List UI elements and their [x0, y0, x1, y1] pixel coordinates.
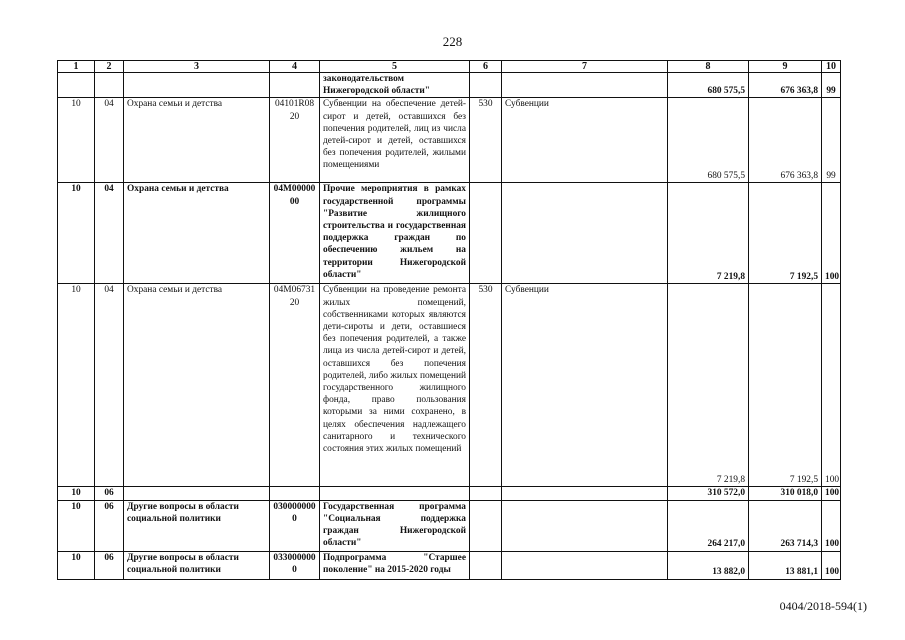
- execution-percent: 100: [822, 284, 841, 487]
- executed-amount: 13 881,1: [749, 551, 822, 579]
- section-code: 10: [58, 487, 95, 500]
- expense-description: [320, 487, 470, 500]
- expense-description: Субвенции на обеспечение детей-сирот и детей, оставшихся без попечения родителей, лиц из числа детей-сирот и детей, оставшихся без попечения родителей, жилыми помещениями: [320, 98, 470, 183]
- expense-type-name: [502, 487, 668, 500]
- executed-amount: 676 363,8: [749, 98, 822, 183]
- subsection-code: 06: [95, 551, 124, 579]
- execution-percent: 100: [822, 500, 841, 551]
- section-code: 10: [58, 98, 95, 183]
- execution-percent: 100: [822, 487, 841, 500]
- planned-amount: 13 882,0: [668, 551, 749, 579]
- target-article-code: [270, 73, 320, 98]
- table-row: [58, 183, 841, 284]
- subsection-name: Охрана семьи и детства: [124, 98, 270, 183]
- table-row: [58, 284, 841, 487]
- planned-amount: 264 217,0: [668, 500, 749, 551]
- subsection-name: Другие вопросы в области социальной политики: [124, 551, 270, 579]
- execution-percent: 99: [822, 98, 841, 183]
- expense-description: законодательством Нижегородской области": [320, 73, 470, 98]
- subsection-code: 04: [95, 98, 124, 183]
- execution-percent: 99: [822, 73, 841, 98]
- table-row: [58, 500, 841, 551]
- header-cell-col6: 6: [470, 61, 502, 73]
- expense-type-code: 530: [470, 284, 502, 487]
- planned-amount: 7 219,8: [668, 183, 749, 284]
- table-row: [58, 487, 841, 500]
- target-article-code: 04М0000000: [270, 183, 320, 284]
- expense-description: Субвенции на проведение ремонта жилых помещений, собственниками которых являются дети-сироты и дети, оставшиеся без попечения родителей, а также лица из числа детей-сирот и детей, оставшихся без попечения родителей, либо жилых помещений государственного жилищного фонда, право пользования которыми за ними сохранено, в целях обеспечения надлежащего санитарного и технического состояния этих жилых помещений: [320, 284, 470, 487]
- subsection-code: 04: [95, 284, 124, 487]
- header-row: [58, 61, 841, 73]
- header-cell-col2: 2: [95, 61, 124, 73]
- target-article-code: [270, 487, 320, 500]
- expense-type-code: 530: [470, 98, 502, 183]
- executed-amount: 310 018,0: [749, 487, 822, 500]
- planned-amount: 680 575,5: [668, 98, 749, 183]
- header-cell-col10: 10: [822, 61, 841, 73]
- subsection-code: [95, 73, 124, 98]
- header-cell-col5: 5: [320, 61, 470, 73]
- expense-type-name: [502, 183, 668, 284]
- expense-description: Подпрограмма "Старшее поколение" на 2015-2020 годы: [320, 551, 470, 579]
- header-cell-col3: 3: [124, 61, 270, 73]
- executed-amount: 263 714,3: [749, 500, 822, 551]
- page-number: 228: [442, 34, 463, 49]
- subsection-name: [124, 73, 270, 98]
- target-article-code: 04101R0820: [270, 98, 320, 183]
- subsection-code: 06: [95, 487, 124, 500]
- header-cell-col9: 9: [749, 61, 822, 73]
- subsection-name: Другие вопросы в области социальной политики: [124, 500, 270, 551]
- section-code: 10: [58, 284, 95, 487]
- expense-description: Прочие мероприятия в рамках государственной программы "Развитие жилищного строительства и государственная поддержка граждан по обеспечению жильем на территории Нижегородской области": [320, 183, 470, 284]
- table-row: [58, 551, 841, 579]
- expense-type-code: [470, 183, 502, 284]
- expense-type-name: Субвенции: [502, 98, 668, 183]
- expense-type-name: [502, 551, 668, 579]
- expense-description: Государственная программа "Социальная поддержка граждан Нижегородской области": [320, 500, 470, 551]
- subsection-name: Охрана семьи и детства: [124, 183, 270, 284]
- expense-type-name: [502, 73, 668, 98]
- expense-type-code: [470, 551, 502, 579]
- header-cell-col7: 7: [502, 61, 668, 73]
- target-article-code: 0330000000: [270, 551, 320, 579]
- planned-amount: 310 572,0: [668, 487, 749, 500]
- executed-amount: 7 192,5: [749, 183, 822, 284]
- subsection-code: 06: [95, 500, 124, 551]
- section-code: 10: [58, 551, 95, 579]
- header-cell-col4: 4: [270, 61, 320, 73]
- section-code: 10: [58, 183, 95, 284]
- document-code: 0404/2018-594(1): [779, 599, 867, 613]
- table-row: [58, 98, 841, 183]
- header-cell-col8: 8: [668, 61, 749, 73]
- subsection-code: 04: [95, 183, 124, 284]
- table-row: [58, 73, 841, 98]
- section-code: 10: [58, 500, 95, 551]
- header-cell-col1: 1: [58, 61, 95, 73]
- execution-percent: 100: [822, 183, 841, 284]
- budget-table: [57, 60, 841, 580]
- expense-type-code: [470, 487, 502, 500]
- section-code: [58, 73, 95, 98]
- planned-amount: 680 575,5: [668, 73, 749, 98]
- planned-amount: 7 219,8: [668, 284, 749, 487]
- subsection-name: Охрана семьи и детства: [124, 284, 270, 487]
- subsection-name: [124, 487, 270, 500]
- executed-amount: 676 363,8: [749, 73, 822, 98]
- expense-type-code: [470, 500, 502, 551]
- target-article-code: 04М0673120: [270, 284, 320, 487]
- expense-type-name: [502, 500, 668, 551]
- target-article-code: 0300000000: [270, 500, 320, 551]
- expense-type-name: Субвенции: [502, 284, 668, 487]
- executed-amount: 7 192,5: [749, 284, 822, 487]
- expense-type-code: [470, 73, 502, 98]
- execution-percent: 100: [822, 551, 841, 579]
